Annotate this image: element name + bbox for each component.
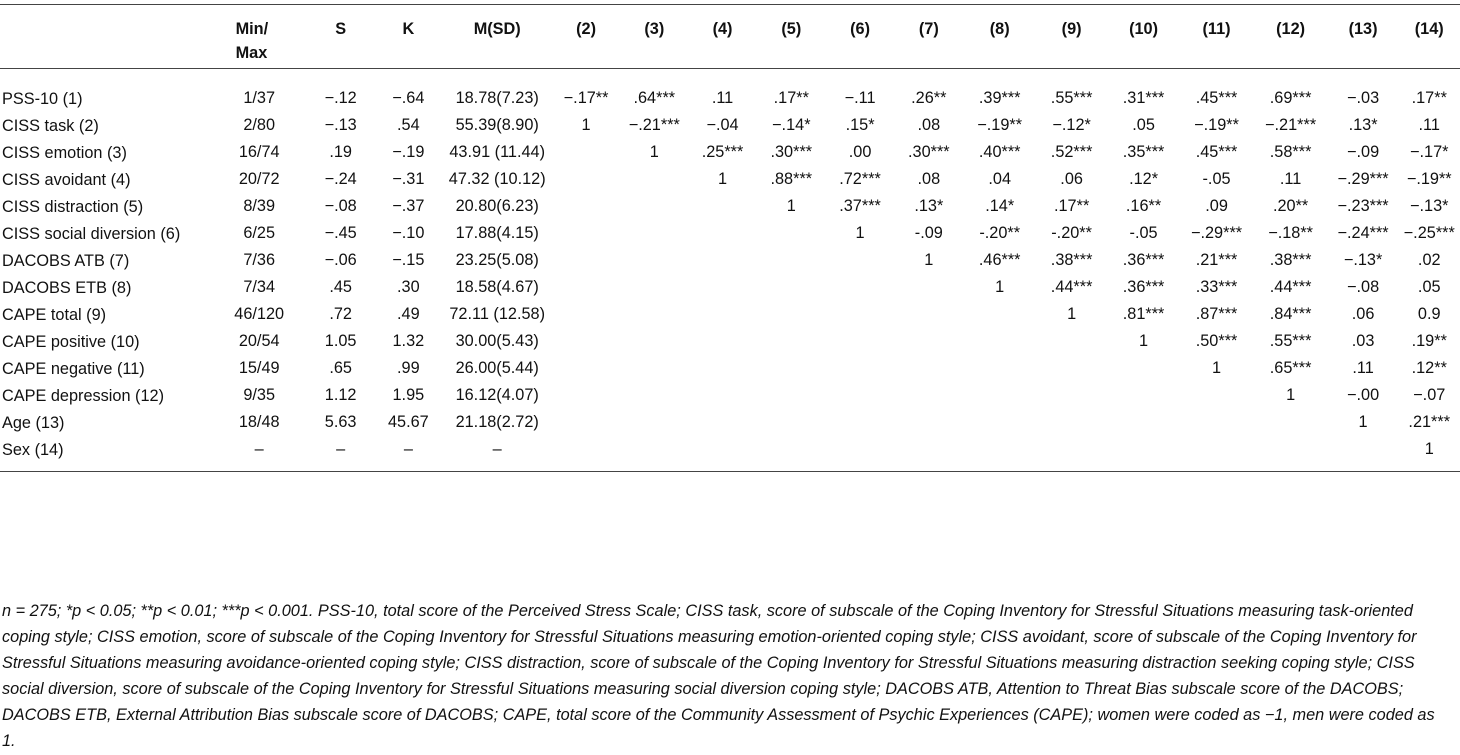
table-cell: .36***: [1122, 278, 1165, 296]
table-cell: 30.00(5.43): [455, 332, 539, 350]
table-cell: [826, 249, 894, 276]
table-cell: 6/25: [243, 224, 276, 242]
table-cell: -.20**: [1051, 224, 1092, 242]
header-cell: Min/ Max: [235, 20, 269, 62]
table-cell: .40***: [978, 143, 1021, 161]
table-cell: [756, 330, 826, 357]
table-cell: −.04: [706, 116, 739, 134]
table-cell: .38***: [1269, 251, 1312, 269]
table-row: [0, 330, 1460, 357]
table-cell: −.19: [392, 143, 425, 161]
row-label: DACOBS ETB (8): [2, 279, 132, 297]
table-cell: −.37: [392, 197, 425, 215]
table-cell: −.19**: [1194, 116, 1239, 134]
table-cell: −.12*: [1052, 116, 1091, 134]
row-label: CAPE depression (12): [2, 387, 164, 405]
table-cell: [756, 222, 826, 249]
table-cell: 72.11 (12.58): [449, 305, 546, 323]
table-cell: .88***: [770, 170, 813, 188]
table-cell: [689, 249, 757, 276]
table-cell: -.05: [1202, 170, 1231, 188]
table-cell: .16**: [1125, 197, 1162, 215]
table-cell: [552, 303, 620, 330]
table-row: [0, 384, 1460, 411]
table-cell: [756, 276, 826, 303]
table-row: [0, 303, 1460, 330]
table-cell: .55***: [1269, 332, 1312, 350]
row-label: CAPE positive (10): [2, 333, 140, 351]
table-cell: [689, 330, 757, 357]
table-cell: .64***: [633, 89, 676, 107]
table-cell: [894, 357, 964, 384]
table-cell: .12*: [1129, 170, 1159, 188]
table-cell: [964, 438, 1036, 472]
row-label: PSS-10 (1): [2, 90, 83, 108]
table-cell: 1.32: [392, 332, 425, 350]
table-cell: [552, 330, 620, 357]
table-cell: 1: [1358, 413, 1368, 431]
table-header: [0, 5, 1460, 69]
table-cell: [826, 357, 894, 384]
table-cell: [1180, 411, 1254, 438]
table-cell: 1: [995, 278, 1005, 296]
correlation-table: [0, 4, 1460, 472]
table-cell: 7/36: [243, 251, 276, 269]
table-cell: 1: [924, 251, 934, 269]
table-cell: [689, 195, 757, 222]
table-cell: .05: [1132, 116, 1155, 134]
table-cell: [756, 249, 826, 276]
table-cell: 1.95: [392, 386, 425, 404]
table-cell: −.12: [324, 89, 357, 107]
table-cell: [756, 411, 826, 438]
table-row: [0, 222, 1460, 249]
table-cell: .08: [917, 116, 941, 134]
table-cell: −.24: [324, 170, 357, 188]
row-label: CISS task (2): [2, 117, 99, 135]
row-label: CAPE negative (11): [2, 360, 145, 378]
table-cell: 55.39(8.90): [455, 116, 539, 134]
table-cell: .44***: [1050, 278, 1093, 296]
table-cell: .49: [397, 305, 420, 323]
table-cell: .45: [329, 278, 352, 296]
table-cell: .09: [1205, 197, 1228, 215]
table-cell: 2/80: [243, 116, 276, 134]
table-cell: [620, 357, 689, 384]
header-cell: (2): [576, 20, 597, 38]
table-cell: [620, 168, 689, 195]
table-cell: −.06: [324, 251, 357, 269]
row-label: CISS avoidant (4): [2, 171, 131, 189]
table-cell: .17**: [1411, 89, 1447, 107]
table-cell: 18.78(7.23): [455, 89, 539, 107]
table-cell: 15/49: [238, 359, 280, 377]
table-cell: 23.25(5.08): [455, 251, 539, 269]
table-cell: [826, 276, 894, 303]
table-cell: .17**: [1053, 197, 1090, 215]
table-cell: [620, 303, 689, 330]
header-cell: (13): [1348, 20, 1378, 38]
header-cell: (14): [1414, 20, 1444, 38]
table-cell: .25***: [701, 143, 744, 161]
table-cell: −.00: [1346, 386, 1380, 404]
table-cell: −.19**: [1406, 170, 1452, 188]
table-cell: −.31: [392, 170, 425, 188]
table-cell: 1: [855, 224, 865, 242]
table-cell: 45.67: [387, 413, 429, 431]
row-label: Age (13): [2, 414, 65, 432]
table-cell: [964, 411, 1036, 438]
table-cell: 20/72: [238, 170, 280, 188]
table-cell: 1: [718, 170, 728, 188]
header-cell: (7): [918, 20, 939, 38]
table-cell: .11: [1279, 170, 1302, 188]
table-cell: [894, 384, 964, 411]
table-cell: [620, 411, 689, 438]
table-cell: 1.05: [324, 332, 357, 350]
table-cell: .39***: [978, 89, 1021, 107]
table-cell: .19: [329, 143, 352, 161]
table-cell: 16/74: [238, 143, 280, 161]
table-cell: [1254, 411, 1328, 438]
table-row: [0, 411, 1460, 438]
table-cell: [964, 357, 1036, 384]
table-cell: [756, 384, 826, 411]
table-cell: [689, 222, 757, 249]
table-cell: .20**: [1272, 197, 1309, 215]
table-cell: −.14*: [772, 116, 811, 134]
header-cell-label: [0, 5, 212, 69]
header-cell: (11): [1202, 20, 1231, 38]
table-cell: −.03: [1346, 89, 1380, 107]
table-cell: .54: [397, 116, 420, 134]
table-cell: [826, 438, 894, 472]
table-cell: −.29***: [1337, 170, 1389, 188]
table-cell: 17.88(4.15): [455, 224, 539, 242]
table-cell: 21.18(2.72): [455, 413, 539, 431]
table-cell: [1108, 438, 1180, 472]
table-cell: −.45: [324, 224, 357, 242]
table-cell: [1328, 438, 1399, 472]
table-cell: .02: [1417, 251, 1441, 269]
table-cell: .26**: [911, 89, 947, 107]
table-cell: [689, 357, 757, 384]
table-cell: 1/37: [243, 89, 276, 107]
table-row: [0, 276, 1460, 303]
table-cell: 1: [649, 143, 659, 161]
header-cell: K: [402, 20, 415, 38]
table-cell: −.24***: [1337, 224, 1389, 242]
table-cell: .37***: [839, 197, 881, 215]
table-cell: .69***: [1269, 89, 1312, 107]
header-cell: (4): [712, 20, 733, 38]
table-cell: 18/48: [238, 413, 280, 431]
table-cell: .72***: [839, 170, 881, 188]
header-cell: (8): [989, 20, 1010, 38]
table-cell: .81***: [1122, 305, 1165, 323]
header-cell: (9): [1061, 20, 1082, 38]
table-cell: .13*: [1348, 116, 1378, 134]
table-cell: .06: [1351, 305, 1375, 323]
table-cell: [620, 330, 689, 357]
table-cell: .30: [397, 278, 420, 296]
table-cell: [826, 330, 894, 357]
table-cell: [620, 222, 689, 249]
table-cell: .50***: [1195, 332, 1238, 350]
table-cell: [552, 222, 620, 249]
table-cell: [620, 195, 689, 222]
table-cell: −.11: [844, 89, 876, 107]
table-cell: .46***: [978, 251, 1021, 269]
table-cell: [1180, 384, 1254, 411]
header-cell: (10): [1129, 20, 1159, 38]
table-cell: 20.80(6.23): [455, 197, 539, 215]
table-cell: 1: [581, 116, 591, 134]
table-cell: .45***: [1195, 89, 1238, 107]
table-cell: −.64: [392, 89, 425, 107]
table-cell: [894, 276, 964, 303]
table-cell: [552, 276, 620, 303]
table-cell: .03: [1351, 332, 1375, 350]
header-cell: M(SD): [473, 20, 521, 38]
table-cell: 26.00(5.44): [455, 359, 539, 377]
table-body: [0, 69, 1460, 472]
table-cell: .35***: [1122, 143, 1165, 161]
table-cell: [1036, 384, 1108, 411]
table-cell: 1.12: [324, 386, 357, 404]
table-cell: 43.91 (11.44): [449, 143, 546, 161]
table-cell: -.05: [1129, 224, 1158, 242]
table-cell: 1: [786, 197, 796, 215]
table-cell: −.18**: [1268, 224, 1314, 242]
table-cell: .12**: [1411, 359, 1447, 377]
table-cell: [964, 384, 1036, 411]
header-cell: (6): [850, 20, 870, 38]
table-cell: [552, 141, 620, 168]
header-cell: S: [335, 20, 347, 38]
table-cell: −.15: [392, 251, 425, 269]
table-cell: .55***: [1050, 89, 1093, 107]
table-cell: [552, 384, 620, 411]
table-cell: [1254, 438, 1328, 472]
table-cell: −.23***: [1337, 197, 1389, 215]
table-cell: .31***: [1122, 89, 1165, 107]
table-cell: −.29***: [1190, 224, 1243, 242]
table-cell: .04: [988, 170, 1011, 188]
table-cell: .72: [329, 305, 352, 323]
table-row: [0, 249, 1460, 276]
table-cell: [552, 168, 620, 195]
table-cell: .00: [848, 143, 872, 161]
table-cell: [826, 303, 894, 330]
table-cell: [1108, 357, 1180, 384]
row-label: Sex (14): [2, 441, 64, 459]
table-cell: .06: [1060, 170, 1083, 188]
table-cell: 46/120: [234, 305, 285, 323]
table-footnote: n = 275; *p < 0.05; **p < 0.01; ***p < 0.001. PSS-10, total score of the Perceived Stress Scale; CISS task, score of subscale of the Coping Inventory for Stressful Situations measuring task-oriented coping style; CISS emotion, score of subscale of the Coping Inventory for Stressful Situations measuring emotion-oriented coping style; CISS avoidant, score of subscale of the Coping Inventory for Stressful Situations measuring avoidance-oriented coping style; CISS distraction, score of subscale of the Coping Inventory for Stressful Situations measuring distraction seeking coping style; CISS social diversion, score of subscale of the Coping Inventory for Stressful Situations measuring social diversion coping style; DACOBS ATB, Attention to Threat Bias subscale score of the DACOBS; DACOBS ETB, External Attribution Bias subscale score of DACOBS; CAPE, total score of the Community Assessment of Psychic Experiences (CAPE); women were coded as −1, men were coded as 1.: [2, 602, 1435, 750]
table-cell: 5.63: [324, 413, 357, 431]
table-cell: 9/35: [243, 386, 276, 404]
table-cell: [894, 438, 964, 472]
table-cell: .45***: [1195, 143, 1238, 161]
row-label: CAPE total (9): [2, 306, 107, 324]
table-cell: .21***: [1408, 413, 1451, 431]
table-cell: .30***: [770, 143, 813, 161]
table-cell: 20/54: [238, 332, 280, 350]
table-cell: .30***: [907, 143, 950, 161]
table-cell: [1180, 438, 1254, 472]
table-cell: −.13: [324, 116, 357, 134]
table-cell: .15*: [845, 116, 875, 134]
table-cell: [552, 411, 620, 438]
header-cell: (5): [781, 20, 802, 38]
table-cell: −.09: [1346, 143, 1380, 161]
table-cell: [1036, 357, 1108, 384]
table-cell: .17**: [773, 89, 809, 107]
table-cell: .21***: [1195, 251, 1238, 269]
table-cell: 1: [1424, 440, 1434, 458]
table-cell: .36***: [1122, 251, 1165, 269]
table-cell: .58***: [1269, 143, 1312, 161]
table-cell: [620, 276, 689, 303]
table-cell: [689, 411, 757, 438]
table-cell: [894, 303, 964, 330]
table-cell: [1036, 411, 1108, 438]
row-label: CISS emotion (3): [2, 144, 127, 162]
table-cell: .13*: [914, 197, 944, 215]
table-cell: .65: [329, 359, 352, 377]
table-cell: 16.12(4.07): [455, 386, 539, 404]
row-label: CISS social diversion (6): [2, 225, 181, 243]
header-cell: (12): [1276, 20, 1306, 38]
table-cell: [689, 438, 757, 472]
table-cell: .84***: [1269, 305, 1312, 323]
row-label: DACOBS ATB (7): [2, 252, 130, 270]
table-cell: [826, 384, 894, 411]
table-cell: .11: [1352, 359, 1374, 377]
table-row: [0, 357, 1460, 384]
table-cell: .99: [397, 359, 420, 377]
table-cell: 1: [1212, 359, 1222, 377]
table-cell: .19**: [1411, 332, 1447, 350]
table-cell: −.13*: [1343, 251, 1383, 269]
table-cell: 8/39: [243, 197, 276, 215]
table-cell: –: [403, 440, 413, 458]
table-cell: [894, 330, 964, 357]
table-row: [0, 141, 1460, 168]
table-cell: [552, 195, 620, 222]
table-cell: −.17**: [563, 89, 609, 107]
table-row: [0, 114, 1460, 141]
table-cell: 47.32 (10.12): [448, 170, 546, 188]
table-cell: [689, 303, 757, 330]
table-cell: 18.58(4.67): [455, 278, 539, 296]
table-cell: [620, 249, 689, 276]
table-cell: 1: [1067, 305, 1077, 323]
table-cell: [552, 438, 620, 472]
table-cell: −.10: [392, 224, 425, 242]
table-cell: [964, 330, 1036, 357]
table-cell: [756, 438, 826, 472]
table-row: [0, 195, 1460, 222]
table-cell: −.21***: [1265, 116, 1317, 134]
table-cell: [552, 249, 620, 276]
table-cell: −.21***: [628, 116, 680, 134]
table-cell: 0.9: [1417, 305, 1441, 323]
table-row: [0, 438, 1460, 472]
table-cell: −.17*: [1410, 143, 1449, 161]
table-cell: .33***: [1195, 278, 1238, 296]
table-cell: -.09: [914, 224, 943, 242]
table-cell: -.20**: [979, 224, 1021, 242]
table-cell: .05: [1417, 278, 1441, 296]
table-cell: 1: [1286, 386, 1296, 404]
table-cell: 7/34: [243, 278, 276, 296]
table-cell: [964, 303, 1036, 330]
header-cell: (3): [644, 20, 665, 38]
table-cell: [894, 411, 964, 438]
table-cell: .52***: [1050, 143, 1093, 161]
table-cell: 1: [1139, 332, 1149, 350]
table-cell: –: [336, 440, 346, 458]
table-cell: −.13*: [1410, 197, 1449, 215]
table-cell: [552, 357, 620, 384]
table-cell: −.19**: [977, 116, 1023, 134]
table-cell: .11: [711, 89, 734, 107]
table-cell: –: [492, 440, 502, 458]
table-cell: [756, 357, 826, 384]
table-cell: [1036, 438, 1108, 472]
table-cell: .08: [917, 170, 941, 188]
table-cell: [689, 276, 757, 303]
table-cell: −.25***: [1403, 224, 1455, 242]
table-cell: [1036, 330, 1108, 357]
table-cell: –: [254, 440, 264, 458]
table-cell: .11: [1418, 116, 1440, 134]
table-cell: −.08: [1346, 278, 1380, 296]
table-cell: −.08: [324, 197, 357, 215]
table-cell: −.07: [1413, 386, 1446, 404]
table-cell: [620, 384, 689, 411]
table-cell: .38***: [1050, 251, 1093, 269]
table-cell: [756, 303, 826, 330]
table-row: [0, 168, 1460, 195]
table-cell: [826, 411, 894, 438]
table-cell: [689, 384, 757, 411]
table-row: [0, 69, 1460, 115]
table-cell: [620, 438, 689, 472]
table-cell: .44***: [1269, 278, 1312, 296]
table-cell: [1108, 384, 1180, 411]
table-cell: .87***: [1195, 305, 1238, 323]
table-cell: .65***: [1269, 359, 1312, 377]
table-cell: [1108, 411, 1180, 438]
table-cell: .14*: [985, 197, 1015, 215]
row-label: CISS distraction (5): [2, 198, 144, 216]
